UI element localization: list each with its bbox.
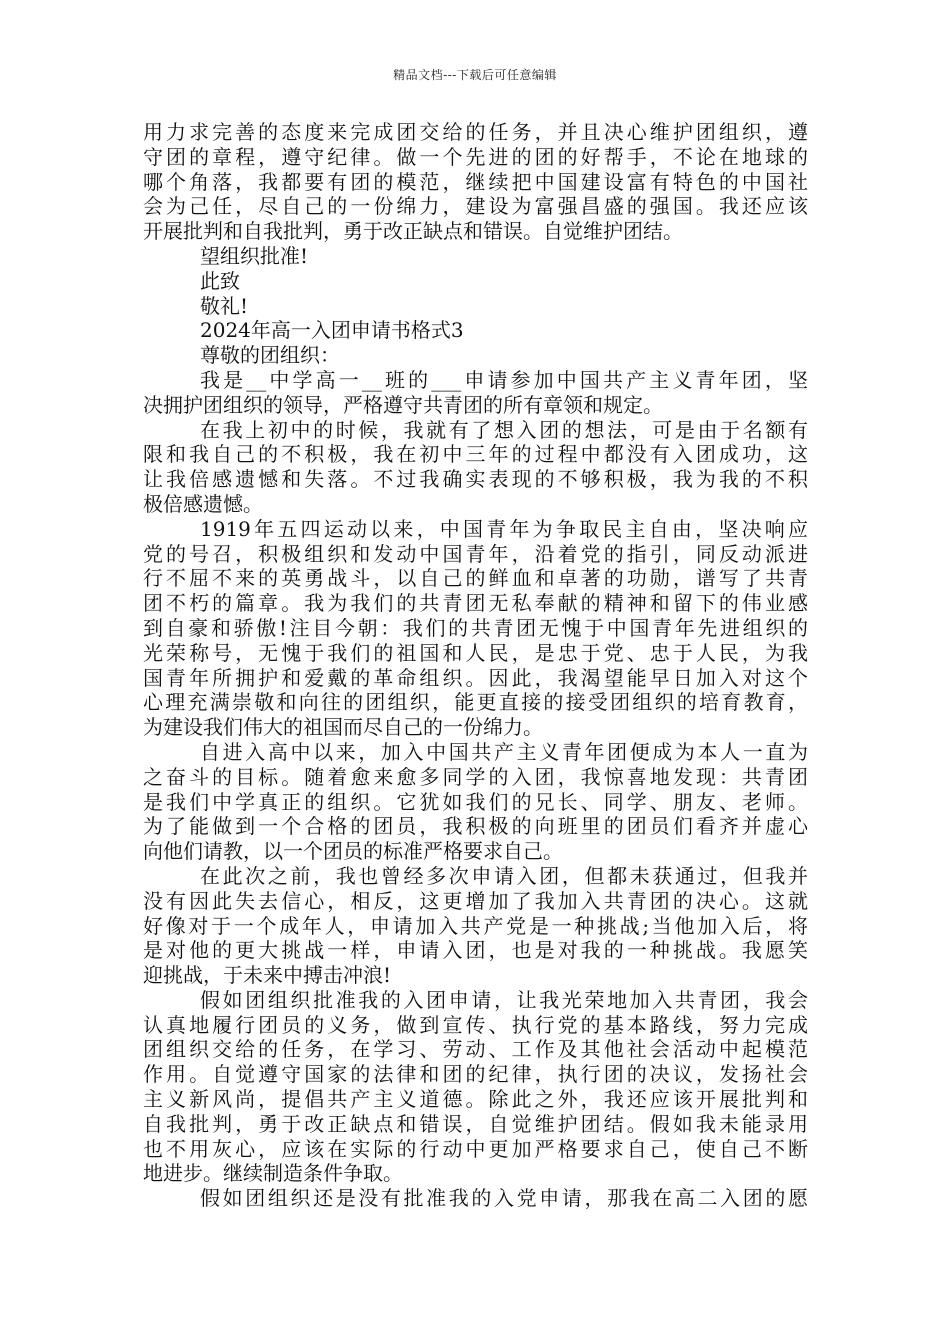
text-line: 行不屈不来的英勇战斗，以自己的鲜血和卓著的功勋，谱写了共青 <box>143 566 808 591</box>
text-line: 为了能做到一个合格的团员，我积极的向班里的团员们看齐并虚心 <box>143 814 808 839</box>
text-line: 极倍感遗憾。 <box>143 491 263 516</box>
text-line: 团组织交给的任务，在学习、劳动、工作及其他社会活动中起模范 <box>143 1037 808 1062</box>
text-line: 让我倍感遗憾和失落。不过我确实表现的不够积极，我为我的不积 <box>143 467 808 492</box>
page-header: 精品文档---下载后可任意编辑 <box>393 68 557 82</box>
text-line: 党的号召，积极组织和发动中国青年，沿着党的指引，同反动派进 <box>143 541 808 566</box>
text-line: 此致 <box>200 268 240 293</box>
text-line: 我是__中学高一__班的___申请参加中国共产主义青年团，坚 <box>200 367 808 392</box>
text-line: 尊敬的团组织： <box>200 343 340 368</box>
text-line: 在我上初中的时候，我就有了想入团的想法，可是由于名额有 <box>200 417 808 442</box>
text-line: 望组织批准! <box>200 243 309 268</box>
text-line: 决拥护团组织的领导，严格遵守共青团的所有章领和规定。 <box>143 392 663 417</box>
text-line: 也不用灰心，应该在实际的行动中更加严格要求自己，使自己不断 <box>143 1136 808 1161</box>
text-line: 自我批判，勇于改正缺点和错误，自觉维护团结。假如我未能录用 <box>143 1111 808 1136</box>
text-line: 之奋斗的目标。随着愈来愈多同学的入团，我惊喜地发现：共青团 <box>143 764 808 789</box>
text-line: 自进入高中以来，加入中国共产主义青年团便成为本人一直为 <box>200 739 808 764</box>
text-line: 假如团组织还是没有批准我的入党申请，那我在高二入团的愿 <box>200 1186 808 1211</box>
text-line: 是对他的更大挑战一样，申请入团，也是对我的一种挑战。我愿笑 <box>143 938 808 963</box>
text-line: 用力求完善的态度来完成团交给的任务，并且决心维护团组织，遵 <box>143 120 808 144</box>
text-line: 地进步。继续制造条件争取。 <box>143 1161 403 1186</box>
text-line: 哪个角落，我都要有团的模范，继续把中国建设富有特色的中国社 <box>143 169 808 194</box>
text-line: 守团的章程，遵守纪律。做一个先进的团的好帮手，不论在地球的 <box>143 144 808 169</box>
text-line: 光荣称号，无愧于我们的祖国和人民，是忠于党、忠于人民，为我 <box>143 640 808 665</box>
text-line: 心理充满崇敬和向往的团组织，能更直接的接受团组织的培育教育， <box>143 690 808 715</box>
text-line: 假如团组织批准我的入团申请，让我光荣地加入共青团，我会 <box>200 987 808 1012</box>
text-line: 迎挑战，于未来中搏击冲浪! <box>143 963 392 988</box>
text-line: 1919年五四运动以来，中国青年为争取民主自由，坚决响应 <box>200 516 808 541</box>
text-line: 2024年高一入团申请书格式3 <box>200 318 464 343</box>
text-line: 在此次之前，我也曾经多次申请入团，但都未获通过，但我并 <box>200 863 808 888</box>
document-body <box>143 120 808 1211</box>
text-line: 向他们请教，以一个团员的标准严格要求自己。 <box>143 839 563 864</box>
text-line: 到自豪和骄傲!注目今朝：我们的共青团无愧于中国青年先进组织的 <box>143 615 808 640</box>
text-line: 开展批判和自我批判，勇于改正缺点和错误。自觉维护团结。 <box>143 219 683 244</box>
text-line: 没有因此失去信心，相反，这更增加了我加入共青团的决心。这就 <box>143 888 808 913</box>
text-line: 好像对于一个成年人，申请加入共产党是一种挑战;当他加入后，将 <box>143 913 808 938</box>
text-line: 团不朽的篇章。我为我们的共青团无私奉献的精神和留下的伟业感 <box>143 591 808 616</box>
text-line: 敬礼! <box>200 293 249 318</box>
text-line: 是我们中学真正的组织。它犹如我们的兄长、同学、朋友、老师。 <box>143 789 808 814</box>
text-line: 限和我自己的不积极，我在初中三年的过程中都没有入团成功，这 <box>143 442 808 467</box>
text-line: 主义新风尚，提倡共产主义道德。除此之外，我还应该开展批判和 <box>143 1087 808 1112</box>
text-line: 认真地履行团员的义务，做到宣传、执行党的基本路线，努力完成 <box>143 1012 808 1037</box>
text-line: 为建设我们伟大的祖国而尽自己的一份绵力。 <box>143 715 543 740</box>
text-line: 会为己任，尽自己的一份绵力，建设为富强昌盛的强国。我还应该 <box>143 194 808 219</box>
text-line: 作用。自觉遵守国家的法律和团的纪律，执行团的决议，发扬社会 <box>143 1062 808 1087</box>
text-line: 国青年所拥护和爱戴的革命组织。因此，我渴望能早日加入对这个 <box>143 665 808 690</box>
